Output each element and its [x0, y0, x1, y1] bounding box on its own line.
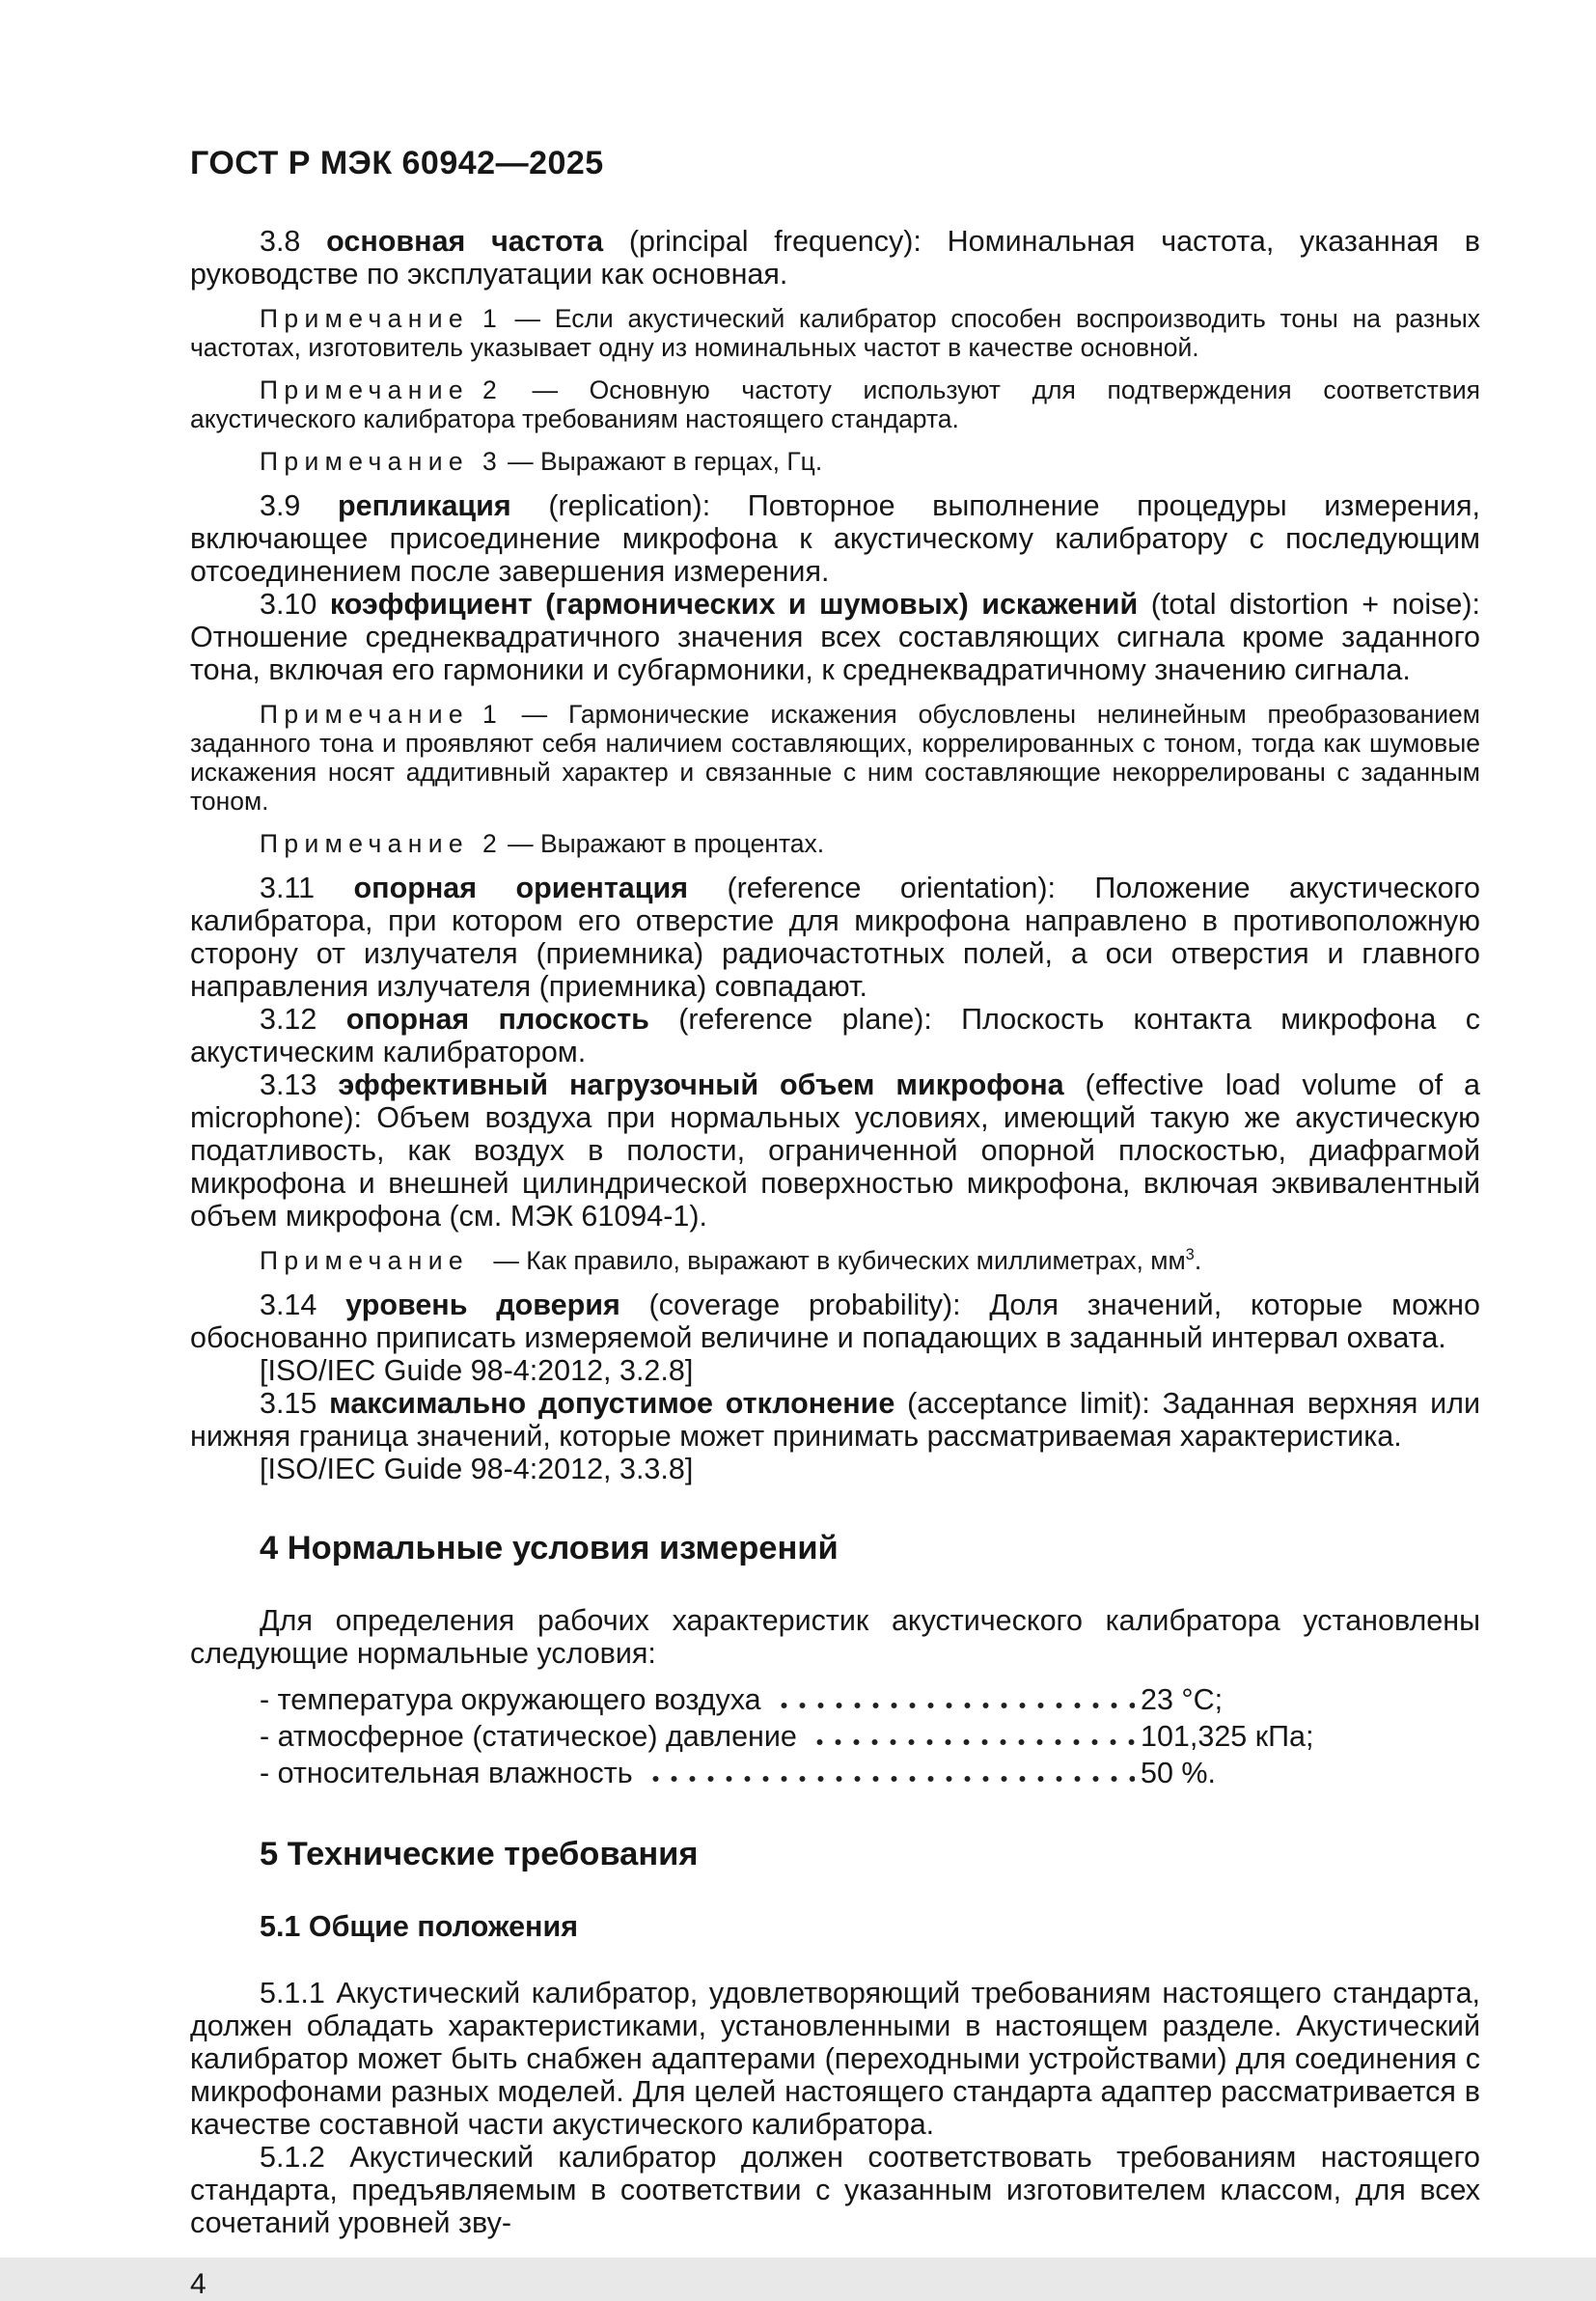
section-4-heading: 4 Нормальные условия измерений: [260, 1530, 839, 1566]
dot-leader: [811, 1736, 1135, 1748]
note-text: — Если акустический калибратор способен воспроизводить тоны на разных частотах, изготовитель указывает одну из номинальных частот в качестве основной.: [190, 304, 1480, 362]
note-superscript: 3: [1185, 1246, 1195, 1264]
term-3-11: [190, 872, 1480, 1003]
note-text: — Выражают в процентах.: [508, 829, 825, 858]
note-label: Примечание: [260, 1246, 469, 1275]
note-text: — Выражают в герцах, Гц.: [508, 447, 823, 476]
note-label: Примечание: [260, 700, 469, 729]
note-3-8-1: [190, 304, 1480, 362]
term-number: 3.10: [260, 588, 317, 621]
term-definition: (replication): Повторное выполнение процедуры измерения, включающее присоединение микрофона к акустическому калибратору с последующим отсоединением после завершения измерения.: [190, 489, 1480, 588]
note-label: Примечание: [260, 304, 469, 333]
dot-leader: [775, 1700, 1135, 1711]
term-name: коэффициент (гармонических и шумовых) искажений: [329, 588, 1139, 621]
term-definition: (acceptance limit): Заданная верхняя или нижняя граница значений, которые может принимать рассматриваемая характеристика.: [190, 1387, 1480, 1453]
note-text: — Гармонические искажения обусловлены нелинейным преобразованием заданного тона и проявляют себя наличием составляющих, коррелированных с тоном, тогда как шумовые искажения носят аддитивный характер и связанные с ним составляющие некоррелированы с заданным тоном.: [190, 700, 1480, 816]
paragraph-number: 5.1.1: [260, 1977, 325, 2010]
note-3-13: [190, 1246, 1480, 1275]
dot-leader: [647, 1773, 1135, 1785]
term-name: опорная плоскость: [345, 1003, 649, 1036]
note-number: 3: [482, 447, 497, 476]
paragraph-5-1-2: [190, 2141, 1480, 2239]
normal-conditions-list: [190, 1681, 1480, 1791]
section-5-heading: 5 Технические требования: [260, 1836, 699, 1872]
paragraph-text: Акустический калибратор, удовлетворяющий требованиям настоящего стандарта, должен обладать характеристиками, установленными в настоящем разделе. Акустический калибратор может быть снабжен адаптерами (переходными устройствами) для соединения с микрофонами разных моделей. Для целей настоящего стандарта адаптер рассматривается в качестве составной части акустического калибратора.: [190, 1977, 1481, 2141]
condition-label: - атмосферное (статическое) давление: [260, 1720, 797, 1753]
condition-label: - относительная влажность: [260, 1757, 633, 1789]
term-name: опорная ориентация: [353, 872, 689, 904]
note-label: Примечание: [260, 375, 469, 404]
term-3-13: [190, 1068, 1480, 1233]
paragraph-text: Акустический калибратор должен соответствовать требованиям настоящего стандарта, предъявляемым в соответствии с указанным изготовителем классом, для всех сочетаний уровней зву-: [190, 2141, 1480, 2239]
term-name: эффективный нагрузочный объем микрофона: [338, 1068, 1064, 1101]
term-number: 3.15: [260, 1387, 317, 1420]
note-text: — Основную частоту используют для подтверждения соответствия акустического калибратора требованиям настоящего стандарта.: [190, 375, 1481, 433]
condition-value: 23 °C;: [1141, 1683, 1224, 1716]
note-label: Примечание: [260, 829, 469, 858]
section-4-intro: Для определения рабочих характеристик акустического калибратора установлены следующие нормальные условия:: [190, 1604, 1480, 1670]
term-number: 3.11: [260, 872, 316, 904]
document-content: [190, 145, 1480, 2301]
reference-iso-guide-2: [ISO/IEC Guide 98-4:2012, 3.3.8]: [260, 1453, 694, 1485]
document-header: ГОСТ Р МЭК 60942—2025: [190, 145, 604, 181]
term-number: 3.12: [260, 1003, 317, 1036]
condition-row-temperature: [260, 1681, 1480, 1718]
note-number: 1: [482, 304, 497, 333]
note-tail: .: [1194, 1246, 1202, 1275]
note-3-8-2: [190, 375, 1480, 433]
term-3-14: [190, 1289, 1480, 1354]
term-number: 3.13: [260, 1068, 317, 1101]
condition-value: 101,325 кПа;: [1141, 1720, 1314, 1753]
term-name: максимально допустимое отклонение: [329, 1387, 895, 1420]
term-definition: (reference orientation): Положение акустического калибратора, при котором его отверстие для микрофона направлено в противоположную сторону от излучателя (приемника) радиочастотных полей, а оси отверстия и главного направления излучателя (приемника) совпадают.: [190, 872, 1480, 1003]
term-number: 3.9: [260, 489, 301, 522]
term-name: репликация: [338, 489, 511, 522]
note-text: — Как правило, выражают в кубических миллиметрах, мм: [493, 1246, 1186, 1275]
condition-row-pressure: [260, 1718, 1480, 1755]
note-number: 2: [482, 375, 497, 404]
term-number: 3.8: [260, 225, 301, 258]
page-number: 4: [190, 2268, 206, 2300]
note-number: 2: [482, 829, 497, 858]
term-definition: (total distortion + noise): Отношение среднеквадратичного значения всех составляющих сигнала кроме заданного тона, включая его гармоники и субгармоники, к среднеквадратичному значению сигнала.: [190, 588, 1481, 686]
condition-row-humidity: [260, 1755, 1480, 1791]
term-3-9: [190, 489, 1480, 588]
condition-label: - температура окружающего воздуха: [260, 1683, 761, 1716]
reference-iso-guide-1: [ISO/IEC Guide 98-4:2012, 3.2.8]: [260, 1354, 694, 1387]
term-3-12: [190, 1003, 1480, 1068]
term-name: уровень доверия: [345, 1289, 620, 1321]
paragraph-number: 5.1.2: [260, 2141, 325, 2174]
term-3-8: [190, 225, 1480, 291]
term-definition: (principal frequency): Номинальная частота, указанная в руководстве по эксплуатации как основная.: [190, 225, 1480, 291]
term-definition: (reference plane): Плоскость контакта микрофона с акустическим калибратором.: [190, 1003, 1480, 1068]
term-3-10: [190, 588, 1480, 686]
note-number: 1: [482, 700, 497, 729]
term-number: 3.14: [260, 1289, 317, 1321]
term-definition: (effective load volume of a microphone): Объем воздуха при нормальных условиях, имеющий такую же акустическую податливость, как воздух в полости, ограниченной опорной плоскостью, диафрагмой микрофона и внешней цилиндрической поверхностью микрофона, включая эквивалентный объем микрофона (см. МЭК 61094-1).: [190, 1068, 1480, 1233]
paragraph-5-1-1: [190, 1977, 1480, 2141]
term-3-15: [190, 1387, 1480, 1453]
section-5-1-subheading: 5.1 Общие положения: [260, 1910, 579, 1943]
note-3-10-2: [190, 829, 1480, 858]
term-definition: (coverage probability): Доля значений, которые можно обоснованно приписать измеряемой величине и попадающих в заданный интервал охвата.: [190, 1289, 1480, 1354]
note-3-10-1: [190, 700, 1480, 816]
term-name: основная частота: [326, 225, 604, 258]
condition-value: 50 %.: [1141, 1757, 1216, 1789]
note-3-8-3: [190, 447, 1480, 476]
note-label: Примечание: [260, 447, 469, 476]
